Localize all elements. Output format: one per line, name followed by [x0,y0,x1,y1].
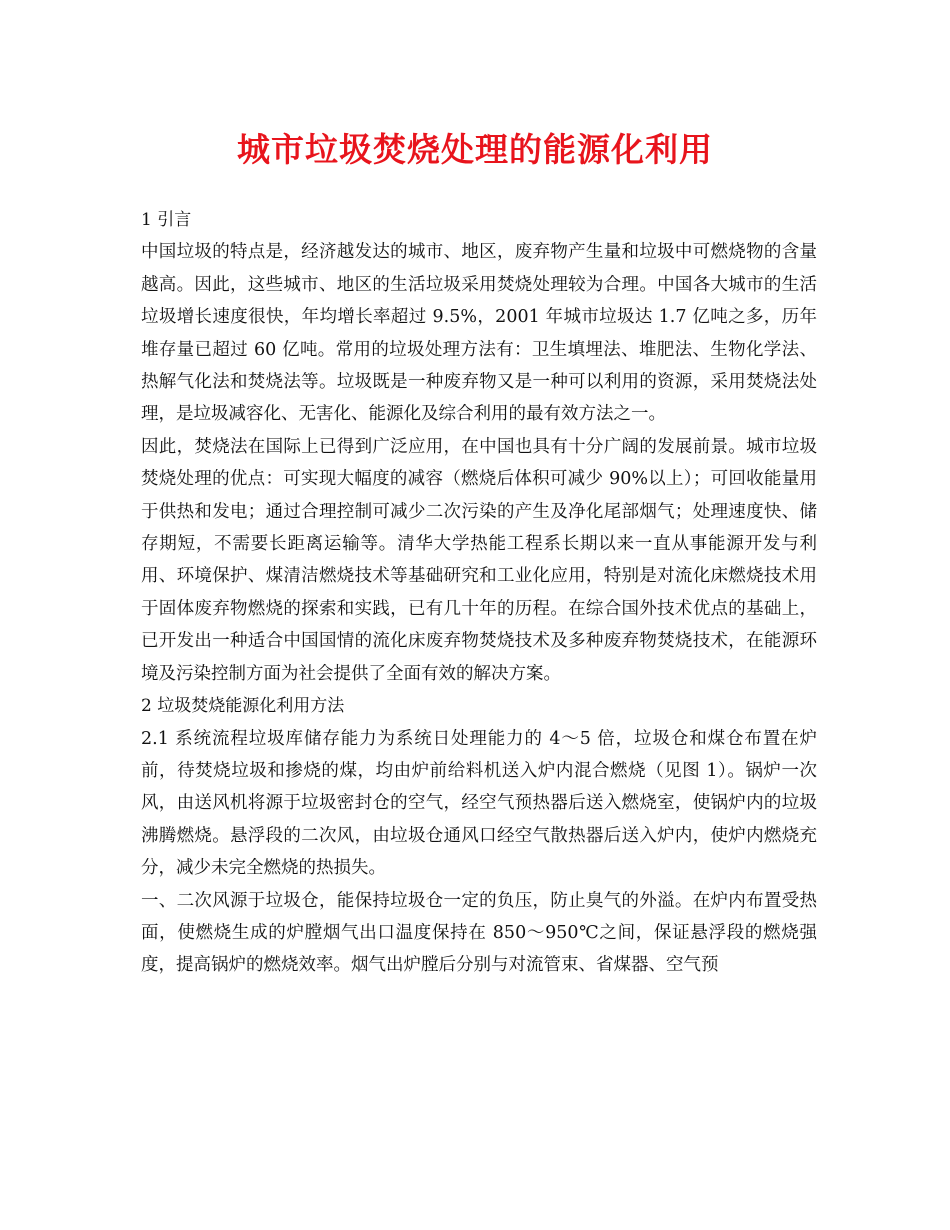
section-heading-introduction: 1 引言 [141,210,192,230]
section-heading-methods: 2 垃圾焚烧能源化利用方法 [141,696,345,717]
paragraph-system-flow: 2.1 系统流程垃圾库储存能力为系统日处理能力的 4～5 倍，垃圾仓和煤仓布置在炉前，待焚烧垃圾和掺烧的煤，均由炉前给料机送入炉内混合燃烧（见图 1）。锅炉一次风，由送风机将源于垃圾密封仓的空气，经空气预热器后送入燃烧室，使锅炉内的垃圾沸腾燃烧。悬浮段的二次风，由垃圾仓通风口经空气散热器后送入炉内，使炉内燃烧充分，减少未完全燃烧的热损失。 [141,728,817,879]
paragraph-secondary-air: 一、二次风源于垃圾仓，能保持垃圾仓一定的负压，防止臭气的外溢。在炉内布置受热面，使燃烧生成的炉膛烟气出口温度保持在 850～950℃之间，保证悬浮段的燃烧强度，提高锅炉的燃烧效率。烟气出炉膛后分别与对流管束、省煤器、空气预 [141,890,817,976]
paragraph-garbage-characteristics: 中国垃圾的特点是，经济越发达的城市、地区，废弃物产生量和垃圾中可燃烧物的含量越高。因此，这些城市、地区的生活垃圾采用焚烧处理较为合理。中国各大城市的生活垃圾增长速度很快，年均增长率超过 9.5%，2001 年城市垃圾达 1.7 亿吨之多，历年堆存量已超过 60 亿吨。常用的垃圾处理方法有：卫生填埋法、堆肥法、生物化学法、热解气化法和焚烧法等。垃圾既是一种废弃物又是一种可以利用的资源，采用焚烧法处理，是垃圾减容化、无害化、能源化及综合利用的最有效方法之一。 [141,242,817,425]
document-body [141,204,817,982]
paragraph-incineration-advantages: 因此，焚烧法在国际上已得到广泛应用，在中国也具有十分广阔的发展前景。城市垃圾焚烧处理的优点：可实现大幅度的减容（燃烧后体积可减少 90%以上）；可回收能量用于供热和发电；通过合理控制可减少二次污染的产生及净化尾部烟气；处理速度快、储存期短，不需要长距离运输等。清华大学热能工程系长期以来一直从事能源开发与利用、环境保护、煤清洁燃烧技术等基础研究和工业化应用，特别是对流化床燃烧技术用于固体废弃物燃烧的探索和实践，已有几十年的历程。在综合国外技术优点的基础上，已开发出一种适合中国国情的流化床废弃物焚烧技术及多种废弃物焚烧技术，在能源环境及污染控制方面为社会提供了全面有效的解决方案。 [141,436,817,684]
document-title: 城市垃圾焚烧处理的能源化利用 [237,130,713,169]
